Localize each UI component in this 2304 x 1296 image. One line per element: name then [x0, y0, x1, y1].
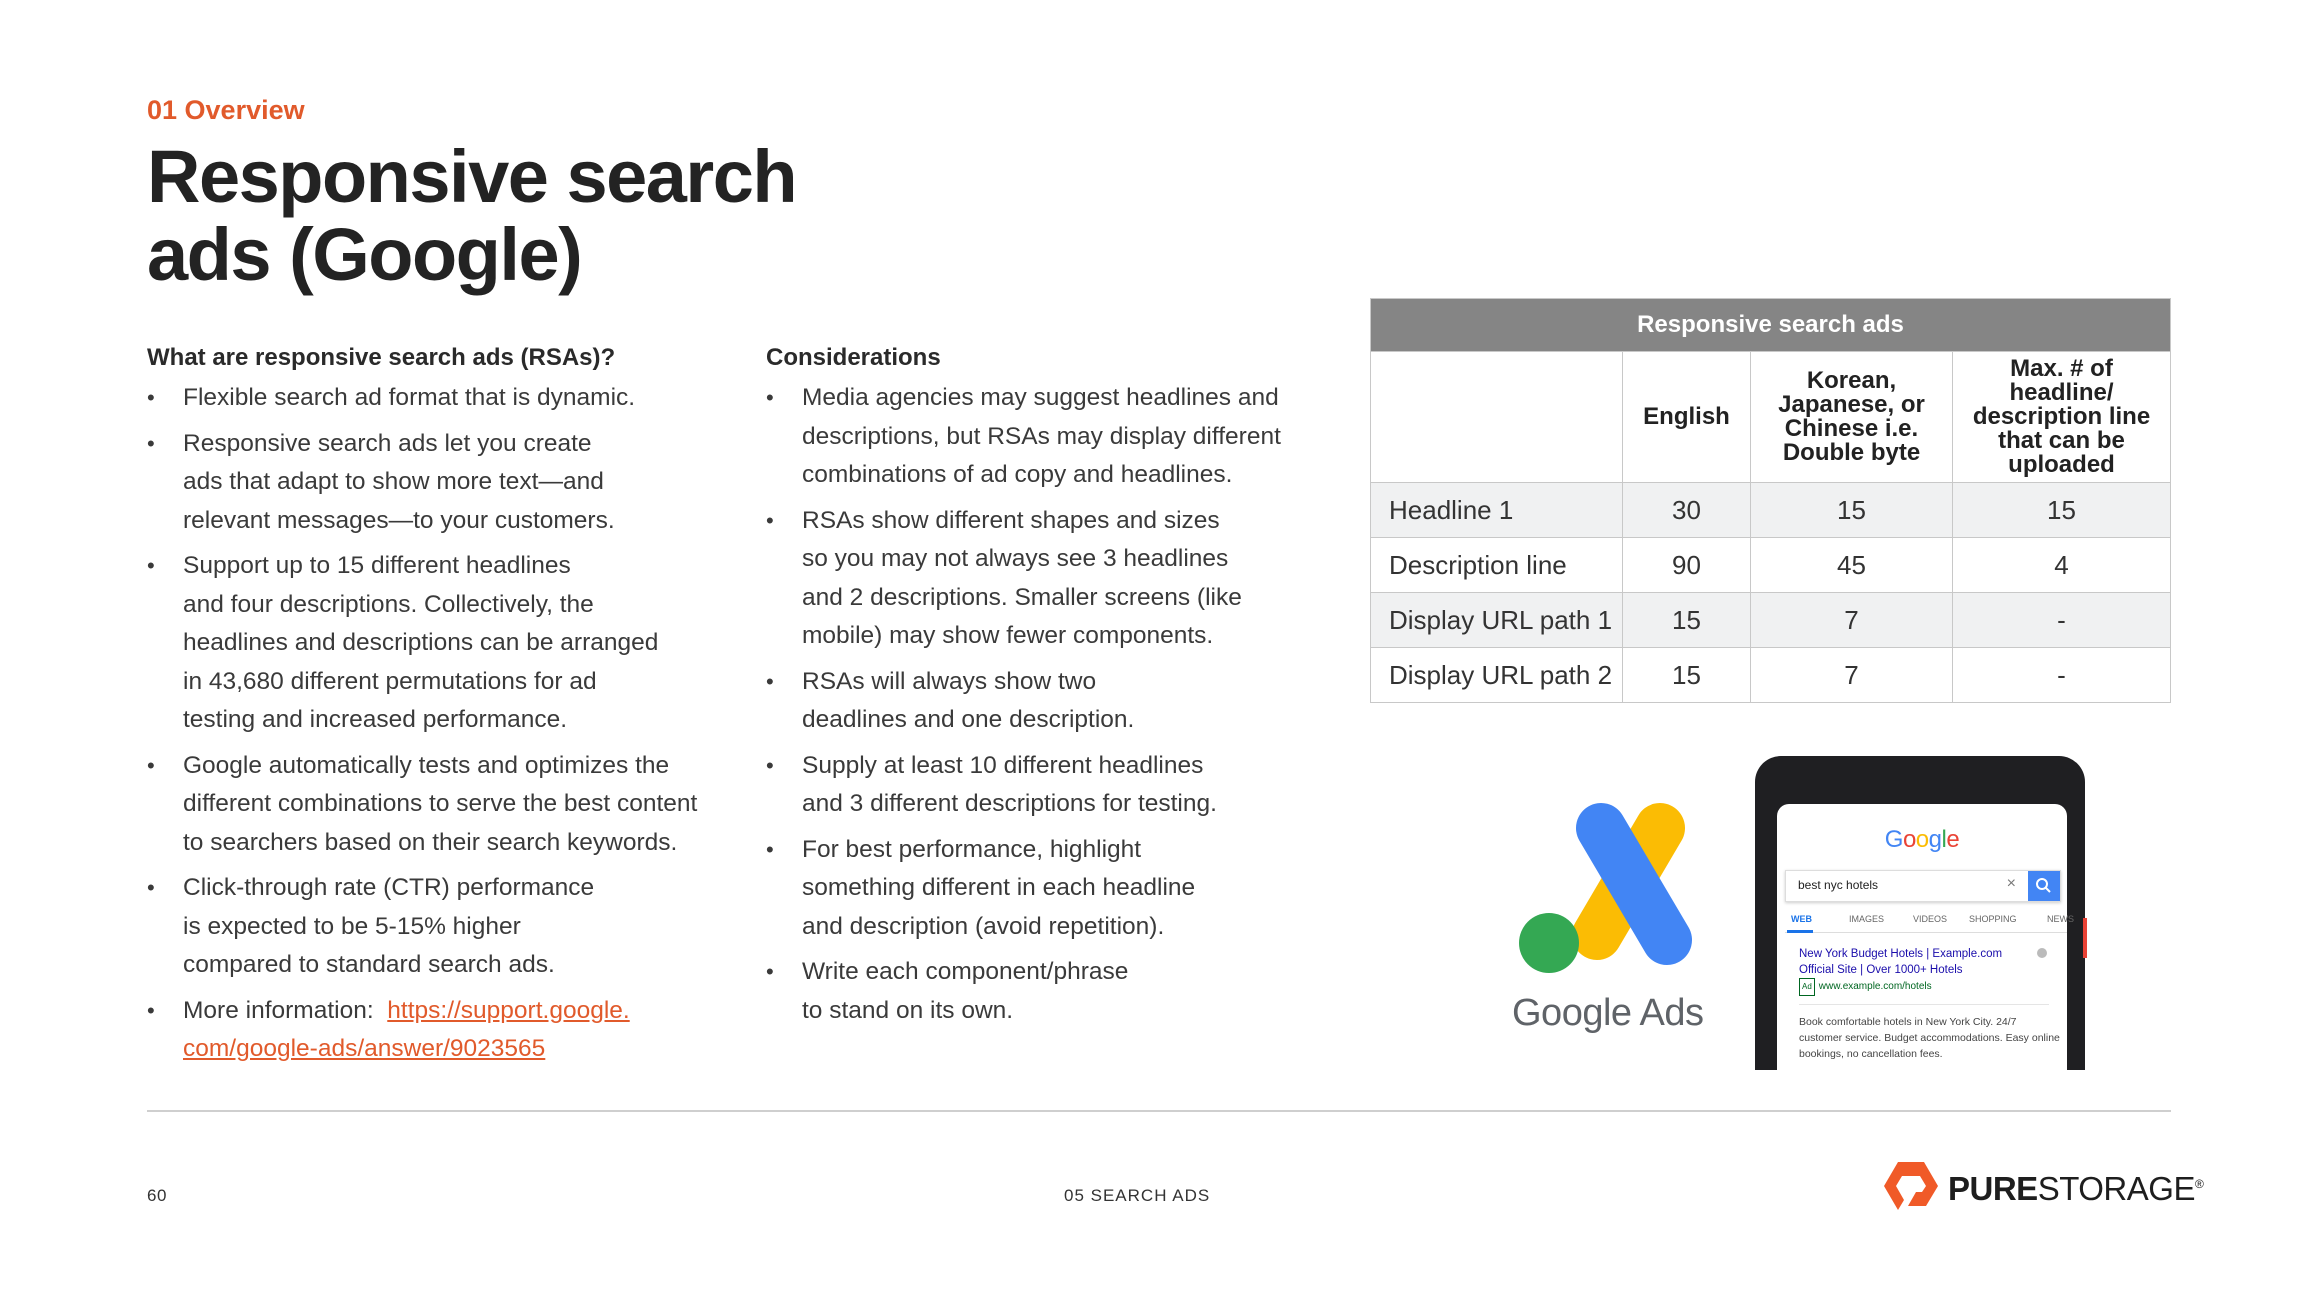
google-ads-wordmark: Google Ads: [1512, 992, 1704, 1034]
list-item: • Write each component/phrase to stand on its own.: [766, 953, 1356, 1030]
footer-divider: [147, 1110, 2171, 1112]
table-cell: -: [1953, 648, 2171, 703]
table-caption: Responsive search ads: [1371, 299, 2171, 352]
table-cell: 30: [1623, 483, 1751, 538]
tab-videos[interactable]: VIDEOS: [1913, 914, 1948, 924]
pure-storage-wordmark: PURESTORAGE®: [1948, 1170, 2204, 1207]
table-row: [1371, 538, 2171, 593]
google-logo: Google: [1884, 826, 1960, 853]
list-item: • Click-through rate (CTR) performance is expected to be 5-15% higher compared to standard search ads.: [147, 869, 737, 985]
list-item: • RSAs show different shapes and sizes so you may not always see 3 headlines and 2 descriptions. Smaller screens (like mobile) may show fewer components.: [766, 502, 1356, 656]
page-title: [147, 135, 797, 296]
tab-shopping[interactable]: SHOPPING: [1969, 914, 2017, 924]
table-cell: 90: [1623, 538, 1751, 593]
tab-web[interactable]: WEB: [1791, 914, 1812, 924]
more-info-label: More information:: [183, 996, 374, 1024]
phone-screen: [1777, 804, 2074, 1070]
page-number: 60: [147, 1186, 167, 1205]
list-item: • RSAs will always show two deadlines and one description.: [766, 663, 1356, 740]
section-eyebrow: 01 Overview: [147, 95, 305, 125]
list-item-more-info: [147, 992, 737, 1069]
search-tabs: [1785, 910, 2074, 932]
table-cell: Description line: [1371, 538, 1623, 593]
table-cell: 7: [1751, 648, 1953, 703]
close-icon[interactable]: ×: [2006, 875, 2016, 892]
table-cell: Headline 1: [1371, 483, 1623, 538]
table-row: [1371, 648, 2171, 703]
search-icon: [2028, 871, 2060, 901]
considerations-list: [766, 379, 1356, 1030]
ad-title-2[interactable]: Official Site | Over 1000+ Hotels: [1799, 964, 1963, 976]
table-cell: 15: [1623, 593, 1751, 648]
rsa-definition-heading: What are responsive search ads (RSAs)?: [147, 344, 616, 371]
ad-description: Book comfortable hotels in New York City. 24/7 customer service. Budget accommodations. Easy online bookings, no cancellation fees.: [1799, 1016, 2060, 1060]
table-cell: 15: [1751, 483, 1953, 538]
tab-images[interactable]: IMAGES: [1849, 914, 1885, 924]
rsa-definition-list: [147, 379, 737, 1069]
section-label: 05 SEARCH ADS: [1064, 1186, 1211, 1205]
phone-mockup: [1755, 756, 2085, 1070]
list-item: • Responsive search ads let you create ads that adapt to show more text—and relevant messages—to your customers.: [147, 425, 737, 541]
table-cell: 4: [1953, 538, 2171, 593]
support-link-continued[interactable]: com/google-ads/answer/9023565: [183, 1035, 546, 1062]
table-row: [1371, 483, 2171, 538]
table-cell: 45: [1751, 538, 1953, 593]
divider: [1785, 932, 2067, 933]
rsa-definition-column: [147, 344, 737, 1076]
table-cell: -: [1953, 593, 2171, 648]
table-row: [1371, 593, 2171, 648]
info-icon[interactable]: [2037, 948, 2047, 958]
considerations-column: [766, 344, 1356, 1037]
table-cell: 7: [1751, 593, 1953, 648]
ad-badge: Ad: [1799, 978, 1815, 996]
search-query: best nyc hotels: [1798, 878, 1879, 892]
ad-result[interactable]: [1799, 946, 2002, 996]
table-cell: 15: [1623, 648, 1751, 703]
google-ads-logo-icon: [1505, 800, 1725, 980]
table-header: Korean, Japanese, or Chinese i.e. Double byte: [1751, 352, 1953, 483]
divider: [1799, 1004, 2049, 1005]
list-item: • Flexible search ad format that is dynamic.: [147, 379, 737, 418]
table-cell: Display URL path 1: [1371, 593, 1623, 648]
considerations-heading: Considerations: [766, 344, 941, 371]
list-item: • Support up to 15 different headlines and four descriptions. Collectively, the headlines and descriptions can be arranged in 43,680 different permutations for ad testing and increased performance.: [147, 547, 737, 740]
title-line-2: ads (Google): [147, 213, 582, 296]
pure-storage-mark-icon: [1882, 1160, 1940, 1212]
table-header: English: [1623, 352, 1751, 483]
table-cell: Display URL path 2: [1371, 648, 1623, 703]
list-item: • For best performance, highlight something different in each headline and description (avoid repetition).: [766, 831, 1356, 947]
ad-title-1[interactable]: New York Budget Hotels | Example.com: [1799, 948, 2003, 960]
phone-side-button: [2083, 918, 2087, 958]
rsa-limits-table: [1370, 298, 2171, 703]
support-link[interactable]: https://support.google.: [387, 996, 630, 1024]
title-line-1: Responsive search: [147, 135, 797, 218]
tab-news[interactable]: NEWS: [2047, 914, 2074, 924]
ad-url: www.example.com/hotels: [1818, 981, 1932, 992]
list-item: • Supply at least 10 different headlines and 3 different descriptions for testing.: [766, 747, 1356, 824]
table-cell: 15: [1953, 483, 2171, 538]
list-item: • Media agencies may suggest headlines and descriptions, but RSAs may display different combinations of ad copy and headlines.: [766, 379, 1356, 495]
list-item: • Google automatically tests and optimizes the different combinations to serve the best content to searchers based on their search keywords.: [147, 747, 737, 863]
search-input[interactable]: [1785, 870, 2061, 902]
table-header-empty: [1371, 352, 1623, 483]
table-header: Max. # of headline/ description line that can be uploaded: [1953, 352, 2171, 483]
search-button[interactable]: [2028, 871, 2060, 901]
active-tab-indicator: [1787, 930, 1813, 933]
